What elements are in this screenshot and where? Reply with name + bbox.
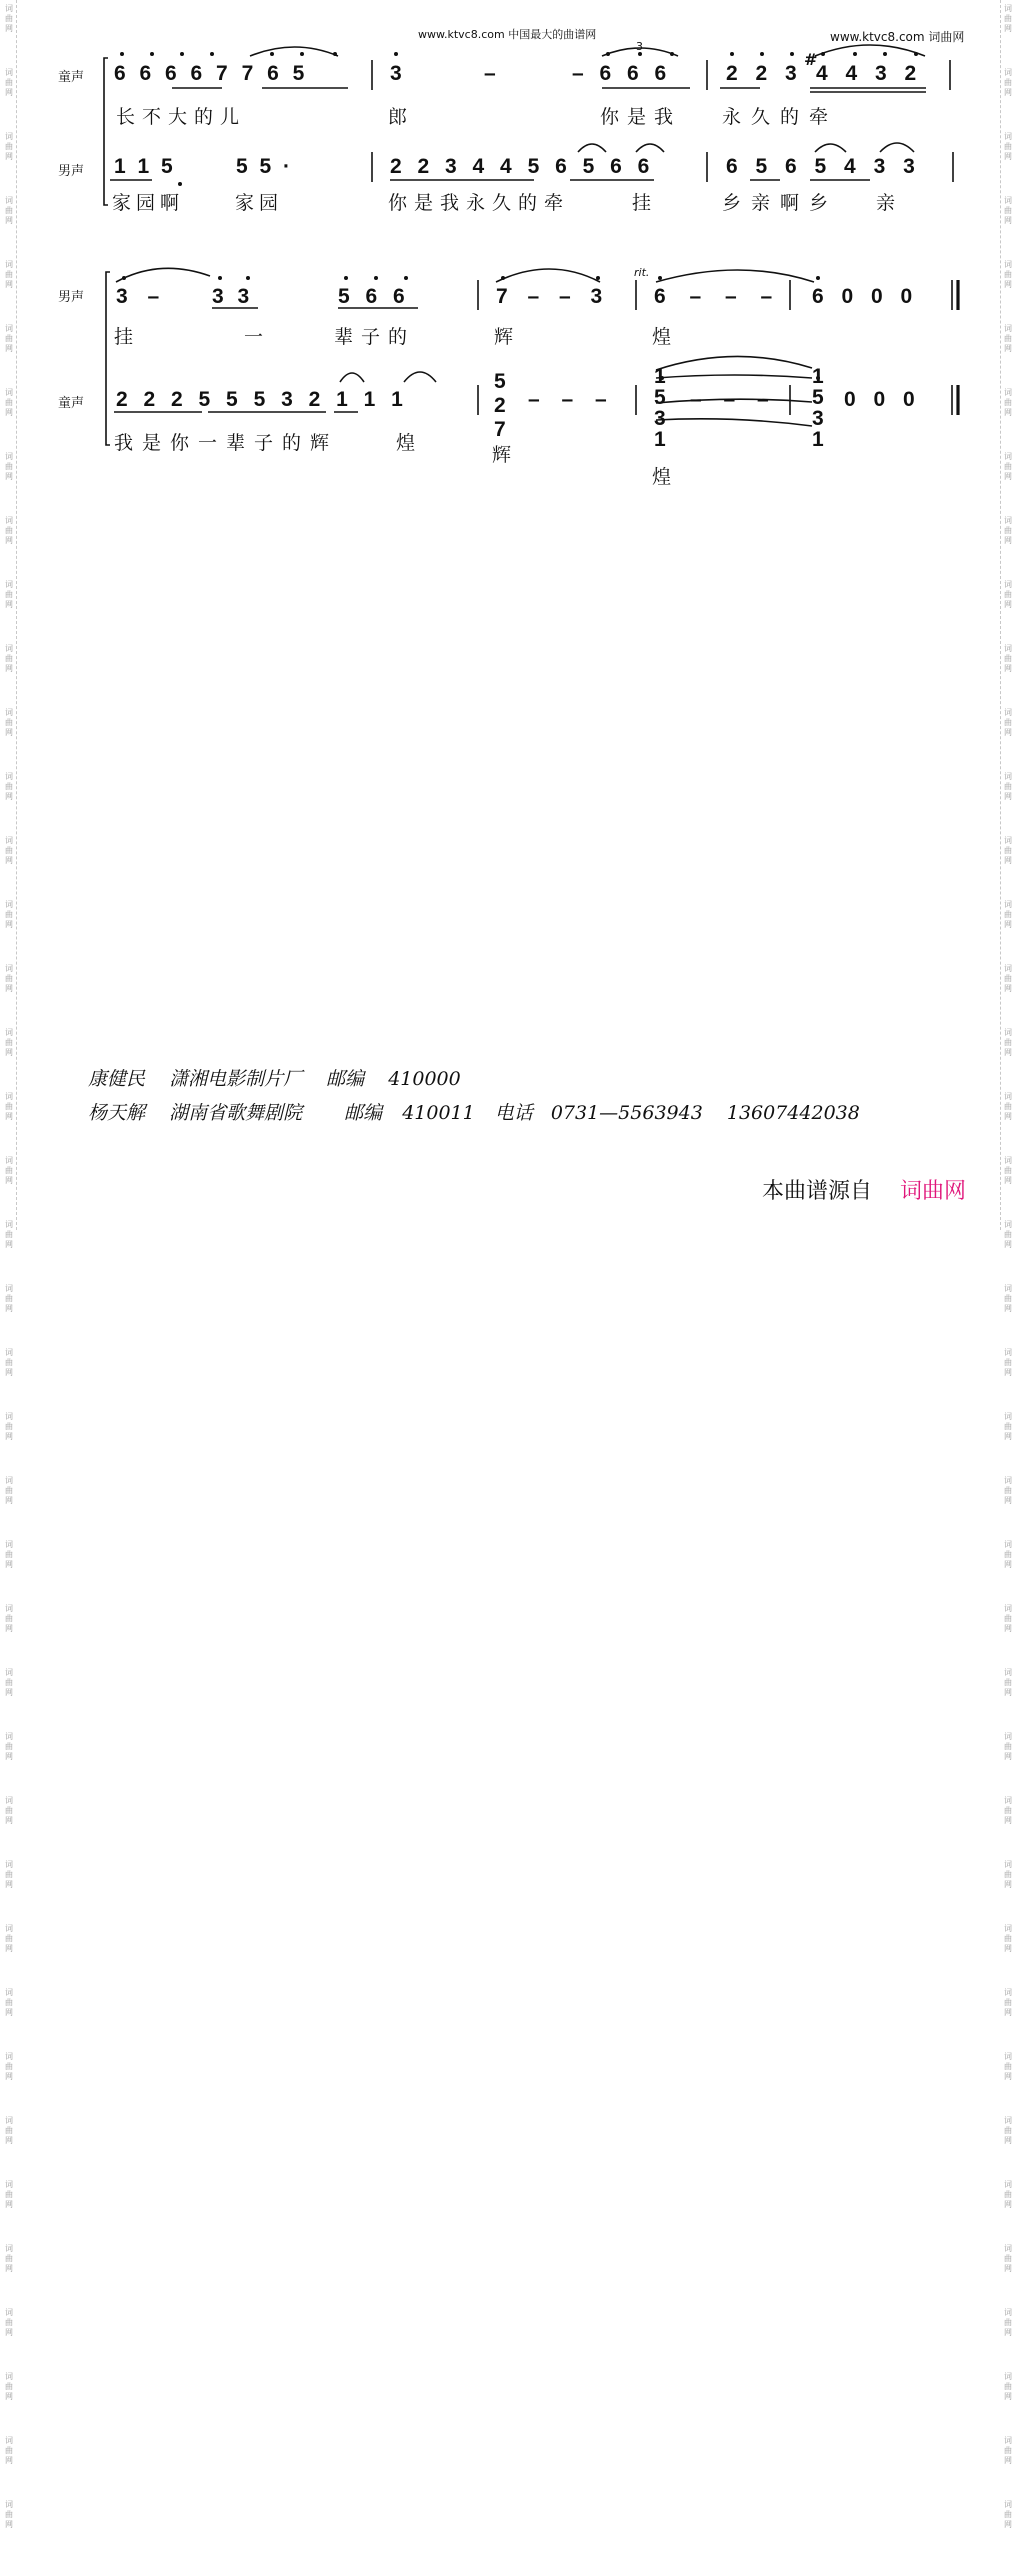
chord1-note-1: 5 bbox=[494, 370, 506, 393]
s1-lower-m1a: 1 1 5 bbox=[114, 155, 173, 178]
s2-upper-lyric-4: 辉 bbox=[494, 326, 514, 348]
credit1-zip: 410000 bbox=[388, 1068, 461, 1090]
system2-bracket bbox=[106, 272, 110, 445]
s2-upper-lyric-1: 挂 bbox=[114, 326, 134, 348]
s2-lower-lyric-hui: 辉 bbox=[492, 444, 512, 466]
s1-upper-m3b: 4 4 3 2 bbox=[816, 62, 917, 85]
s2-lower-chord1 bbox=[494, 370, 506, 442]
s2-upper-lyric-3: 辈子的 bbox=[334, 326, 416, 348]
system1-bracket bbox=[104, 58, 108, 205]
credit1-zip-label: 邮编 bbox=[326, 1068, 365, 1090]
credit1-org: 潇湘电影制片厂 bbox=[169, 1068, 303, 1090]
s2-lower-lyric-1: 我是你一辈子的辉 bbox=[114, 432, 339, 454]
chord3-note-4: 1 bbox=[812, 428, 824, 451]
s2-upper-m1c: 5 6 6 bbox=[338, 285, 405, 308]
credit-line-2 bbox=[88, 1098, 860, 1125]
credit2-zip: 410011 bbox=[402, 1102, 475, 1124]
credit2-zip-label: 邮编 bbox=[344, 1102, 383, 1124]
s2-lower-m2-dashes: – – – bbox=[528, 388, 607, 411]
sharp-sign: # bbox=[804, 50, 818, 69]
s2-lower-chord2 bbox=[654, 366, 666, 450]
s2-upper-lyric-2: 一 bbox=[244, 326, 264, 348]
s2-upper-m3: 6 – – – bbox=[654, 285, 773, 308]
s1-upper-m2b: – bbox=[484, 62, 496, 85]
s2-lower-lyric-huang: 煌 bbox=[652, 466, 672, 488]
s1-lower-m2: 2 2 3 4 4 5 6 5 6 6 bbox=[390, 155, 650, 178]
s1-lower-lyric-6: 亲 bbox=[876, 192, 896, 214]
s1-lower-lyric-2: 家园 bbox=[235, 192, 284, 214]
s1-upper-m2a: 3 bbox=[390, 62, 402, 85]
credit2-name: 杨天解 bbox=[88, 1102, 146, 1124]
credit2-tel-label: 电话 bbox=[494, 1102, 533, 1124]
s1-lower-lyric-5: 乡亲啊乡 bbox=[722, 192, 839, 214]
s2-upper-lyric-5: 煌 bbox=[652, 326, 672, 348]
chord1-note-3: 7 bbox=[494, 418, 506, 441]
header-right-url[interactable]: www.ktvc8.com 词曲网 bbox=[830, 30, 965, 44]
s2-lower-chord3 bbox=[812, 366, 824, 450]
s1-upper-m2c: – 6 6 6 bbox=[572, 62, 667, 85]
footer-site-link[interactable]: 词曲网 bbox=[900, 1179, 967, 1204]
part-label-children-1: 童声 bbox=[58, 70, 85, 85]
s2-lower-lyric-2: 煌 bbox=[396, 432, 416, 454]
s2-upper-m1b: 3 3 bbox=[212, 285, 250, 308]
s1-upper-m1: 6 6 6 6 7 7 6 5 bbox=[114, 62, 305, 85]
s1-upper-lyric-1: 长不大的儿 bbox=[116, 106, 247, 128]
chord2-note-1: 1 bbox=[654, 365, 666, 388]
credit2-org: 湖南省歌舞剧院 bbox=[169, 1102, 303, 1124]
credit2-mobile: 13607442038 bbox=[726, 1102, 860, 1124]
credit2-tel: 0731—5563943 bbox=[550, 1102, 703, 1124]
s1-upper-lyric-2: 郎 bbox=[388, 106, 408, 128]
s1-lower-m3: 6 5 6 5 4 3 3 bbox=[726, 155, 915, 178]
s2-upper-m4: 6 0 0 0 bbox=[812, 285, 913, 308]
s1-upper-lyric-3: 你是我 bbox=[600, 106, 682, 128]
chord2-note-3: 3 bbox=[654, 407, 666, 430]
part-label-male-1: 男声 bbox=[58, 164, 85, 179]
part-label-male-2: 男声 bbox=[58, 290, 85, 305]
chord3-note-2: 5 bbox=[812, 386, 824, 409]
s1-upper-lyric-4: 永久的牵 bbox=[722, 106, 839, 128]
s1-upper-m3a: 2 2 3 bbox=[726, 62, 797, 85]
chord2-note-4: 1 bbox=[654, 428, 666, 451]
triplet-mark: 3 bbox=[636, 40, 643, 53]
credit1-name: 康健民 bbox=[88, 1068, 146, 1090]
s1-lower-lyric-3: 你是我永久的牵 bbox=[388, 192, 571, 214]
right-watermark-strip: 词 曲 网 词 曲 网 词 曲 网 词 曲 网 词 曲 网 词 曲 网 词 曲 网 词 曲 网 词 曲 网 词 曲 网 词 曲 网 词 曲 网 词 曲 网 词 曲 网 词 曲 网 词 曲 网 词 曲 网 词 曲 网 词 曲 网 词 曲 网 词 曲 网 词 曲 网 词 曲 网 词 曲 网 词 曲 网 词 曲 网 词 曲 网 词 曲 网 词 曲 网 词 曲 网 词 曲 网 词 曲 网 词 曲 网 词 曲 网 词 曲 网 词 曲 网 词 曲 网 词 曲 网 词 曲 网 词 曲 网 bbox=[1000, 0, 1015, 1230]
s2-lower-m1: 2 2 2 5 5 5 3 2 1 1 1 bbox=[116, 388, 403, 411]
chord3-note-3: 3 bbox=[812, 407, 824, 430]
left-watermark-strip: 词 曲 网 词 曲 网 词 曲 网 词 曲 网 词 曲 网 词 曲 网 词 曲 网 词 曲 网 词 曲 网 词 曲 网 词 曲 网 词 曲 网 词 曲 网 词 曲 网 词 曲 网 词 曲 网 词 曲 网 词 曲 网 词 曲 网 词 曲 网 词 曲 网 词 曲 网 词 曲 网 词 曲 网 词 曲 网 词 曲 网 词 曲 网 词 曲 网 词 曲 网 词 曲 网 词 曲 网 词 曲 网 词 曲 网 词 曲 网 词 曲 网 词 曲 网 词 曲 网 词 曲 网 词 曲 网 词 曲 网 bbox=[2, 0, 17, 1230]
chord1-note-2: 2 bbox=[494, 394, 506, 417]
chord2-note-2: 5 bbox=[654, 386, 666, 409]
s1-lower-lyric-1: 家园啊 bbox=[112, 192, 185, 214]
part-label-children-2: 童声 bbox=[58, 396, 85, 411]
s1-lower-m1b: 5 5 · bbox=[236, 155, 291, 178]
rit-mark: rit. bbox=[634, 266, 650, 279]
footer-source-text: 本曲谱源自 bbox=[762, 1179, 873, 1204]
s2-upper-m2: 7 – – 3 bbox=[496, 285, 603, 308]
chord3-note-1: 1 bbox=[812, 365, 824, 388]
s2-upper-m1a: 3 – bbox=[116, 285, 160, 308]
header-center-url[interactable]: www.ktvc8.com 中国最大的曲谱网 bbox=[418, 28, 597, 41]
s1-lower-lyric-4: 挂 bbox=[632, 192, 652, 214]
s2-lower-m3-dashes: – – – bbox=[690, 388, 769, 411]
s2-lower-m4-rests: 0 0 0 bbox=[844, 388, 915, 411]
credit-line-1 bbox=[88, 1064, 461, 1091]
score-lines bbox=[0, 0, 1017, 1230]
